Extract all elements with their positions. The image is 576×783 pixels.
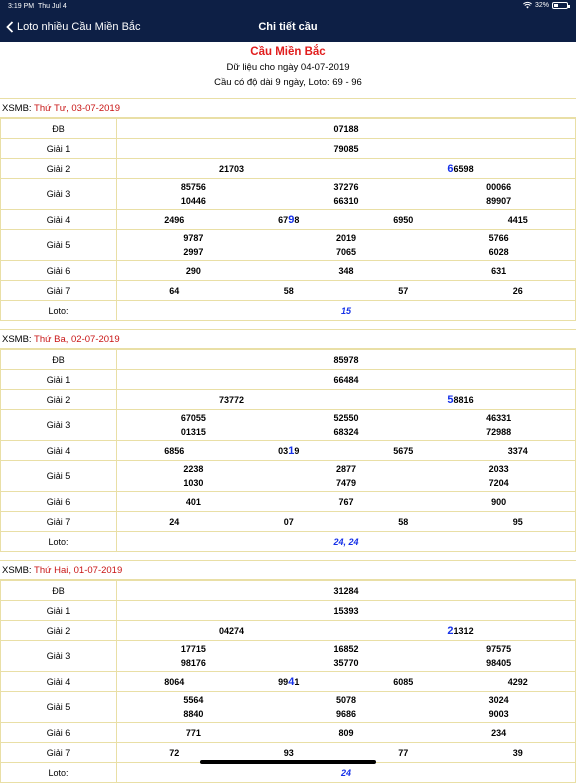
prize-label-g4: Giải 4 — [1, 672, 117, 692]
number-line: 2877 — [335, 464, 357, 474]
g3-cell — [422, 642, 575, 670]
number-segment: 1 — [294, 676, 300, 687]
prize-label-db: ĐB — [1, 581, 117, 601]
day-section — [0, 98, 576, 321]
table-row — [1, 641, 576, 672]
number-line: 67055 — [180, 413, 206, 423]
loto-label: Loto: — [1, 763, 117, 783]
day-section — [0, 329, 576, 552]
table-row — [1, 532, 576, 552]
number-segment: 6856 — [164, 445, 185, 456]
prize-label-g6: Giải 6 — [1, 723, 117, 743]
g4-cell — [117, 676, 232, 688]
g5-cell — [117, 693, 270, 721]
number-line: 6028 — [488, 247, 509, 257]
g5-cell — [422, 462, 575, 490]
g3-cell — [270, 642, 423, 670]
number-line: 72988 — [486, 427, 512, 437]
prize-g7-values — [117, 281, 576, 301]
table-row — [1, 441, 576, 461]
prize-label-g1: Giải 1 — [1, 139, 117, 159]
prize-label-g6: Giải 6 — [1, 492, 117, 512]
number-line: 5564 — [183, 695, 204, 705]
prize-label-g5: Giải 5 — [1, 230, 117, 261]
prize-g3-values — [117, 410, 576, 441]
highlighted-digit: 2 — [447, 624, 454, 637]
prize-label-g3: Giải 3 — [1, 641, 117, 672]
day-name: Thứ Tư, 03-07-2019 — [34, 103, 120, 114]
g3-cell — [270, 180, 423, 208]
results-table — [0, 349, 576, 552]
prize-label-g3: Giải 3 — [1, 179, 117, 210]
prize-label-g2: Giải 2 — [1, 621, 117, 641]
g6-cell: 631 — [491, 265, 507, 276]
g7-cell: 26 — [512, 285, 523, 296]
table-row — [1, 763, 576, 783]
g6-cell: 348 — [338, 265, 354, 276]
prize-label-db: ĐB — [1, 350, 117, 370]
loto-value: 24, 24 — [117, 532, 576, 552]
table-row — [1, 723, 576, 743]
number-line: 2238 — [183, 464, 204, 474]
number-line: 01315 — [180, 427, 206, 437]
number-segment: 8816 — [453, 394, 474, 405]
highlighted-digit: 1 — [288, 444, 295, 457]
g7-cell: 58 — [283, 285, 294, 296]
table-row — [1, 179, 576, 210]
g5-cell — [422, 231, 575, 259]
g6-cell: 771 — [185, 727, 201, 738]
status-bar — [0, 0, 576, 14]
number-line: 89907 — [486, 196, 512, 206]
loto-value: 15 — [117, 301, 576, 321]
summary-header — [0, 42, 576, 90]
prize-db-value: 85978 — [117, 350, 576, 370]
g2-cell — [346, 394, 575, 406]
number-segment: 04274 — [218, 625, 245, 636]
number-line: 7479 — [335, 478, 357, 488]
table-row — [1, 281, 576, 301]
loto-label: Loto: — [1, 532, 117, 552]
battery-icon — [552, 2, 568, 9]
number-segment: 5675 — [393, 445, 414, 456]
prize-db-value: 31284 — [117, 581, 576, 601]
number-segment: 3374 — [507, 445, 528, 456]
day-list — [0, 98, 576, 783]
g3-cell — [117, 411, 270, 439]
number-line: 2033 — [488, 464, 509, 474]
g4-cell — [346, 445, 461, 457]
prize-g1-value: 15393 — [117, 601, 576, 621]
highlighted-digit: 4 — [288, 675, 295, 688]
g7-cell: 77 — [398, 747, 409, 758]
g6-cell: 900 — [491, 496, 507, 507]
prize-g1-value: 79085 — [117, 139, 576, 159]
table-row — [1, 139, 576, 159]
number-line: 7204 — [488, 478, 509, 488]
g4-cell — [232, 214, 347, 226]
table-row — [1, 210, 576, 230]
g7-cell: 72 — [169, 747, 180, 758]
g2-cell — [117, 163, 346, 175]
prize-label-g6: Giải 6 — [1, 261, 117, 281]
number-line: 17715 — [180, 644, 206, 654]
number-line: 2019 — [335, 233, 357, 243]
number-segment: 4415 — [507, 214, 528, 225]
number-line: 16852 — [333, 644, 359, 654]
table-row — [1, 692, 576, 723]
day-header — [0, 98, 576, 118]
g5-cell — [117, 462, 270, 490]
table-row — [1, 410, 576, 441]
wifi-icon — [523, 2, 532, 9]
number-line: 7065 — [335, 247, 357, 257]
prize-g2-values — [117, 159, 576, 179]
number-segment: 6950 — [393, 214, 414, 225]
table-row — [1, 159, 576, 179]
number-line: 98176 — [180, 658, 206, 668]
number-line: 46331 — [486, 413, 512, 423]
nav-bar — [0, 14, 576, 42]
home-indicator[interactable] — [200, 760, 376, 764]
prize-db-value: 07188 — [117, 119, 576, 139]
day-name: Thứ Ba, 02-07-2019 — [34, 334, 120, 345]
g7-cell: 93 — [283, 747, 294, 758]
g3-cell — [422, 411, 575, 439]
g7-cell: 58 — [398, 516, 409, 527]
g6-cell: 290 — [185, 265, 201, 276]
number-line: 9787 — [183, 233, 204, 243]
prize-g3-values — [117, 641, 576, 672]
region-title: Cầu Miền Bắc — [250, 46, 326, 58]
day-section — [0, 560, 576, 783]
g6-cell: 809 — [338, 727, 354, 738]
prize-g5-values — [117, 230, 576, 261]
number-line: 9686 — [335, 709, 357, 719]
g5-cell — [270, 693, 423, 721]
g6-cell: 767 — [338, 496, 354, 507]
number-line: 97575 — [486, 644, 512, 654]
chevron-left-icon — [6, 21, 14, 33]
number-segment: 6598 — [453, 163, 474, 174]
g7-cell: 57 — [398, 285, 409, 296]
g6-cell: 401 — [185, 496, 201, 507]
day-prefix: XSMB: — [2, 565, 35, 576]
prize-g6-values — [117, 261, 576, 281]
number-line: 00066 — [486, 182, 512, 192]
back-label: Loto nhiều Cầu Miền Bắc — [17, 21, 141, 33]
page-title: Chi tiết cầu — [258, 21, 318, 33]
prize-label-g5: Giải 5 — [1, 461, 117, 492]
prize-g3-values — [117, 179, 576, 210]
g2-cell — [117, 625, 346, 637]
day-prefix: XSMB: — [2, 103, 35, 114]
prize-g4-values — [117, 441, 576, 461]
table-row — [1, 672, 576, 692]
g4-cell — [461, 445, 576, 457]
number-segment: 8064 — [164, 676, 185, 687]
battery-percent: 32% — [534, 2, 549, 9]
g3-cell — [422, 180, 575, 208]
g5-cell — [117, 231, 270, 259]
number-segment: 73772 — [218, 394, 245, 405]
table-row — [1, 581, 576, 601]
g4-cell — [461, 214, 576, 226]
number-segment: 4292 — [507, 676, 528, 687]
g4-cell — [346, 676, 461, 688]
table-row — [1, 492, 576, 512]
prize-g5-values — [117, 461, 576, 492]
table-row — [1, 621, 576, 641]
number-line: 52550 — [333, 413, 359, 423]
back-button[interactable] — [6, 21, 141, 33]
number-line: 37276 — [333, 182, 359, 192]
prize-label-g2: Giải 2 — [1, 390, 117, 410]
prize-label-db: ĐB — [1, 119, 117, 139]
g5-cell — [270, 462, 423, 490]
prize-label-g7: Giải 7 — [1, 743, 117, 763]
prize-g6-values — [117, 492, 576, 512]
g2-cell — [346, 163, 575, 175]
g6-cell: 234 — [491, 727, 507, 738]
day-name: Thứ Hai, 01-07-2019 — [34, 565, 123, 576]
loto-value: 24 — [117, 763, 576, 783]
table-row — [1, 461, 576, 492]
prize-label-g3: Giải 3 — [1, 410, 117, 441]
status-right — [523, 2, 568, 9]
number-line: 2997 — [183, 247, 204, 257]
g4-cell — [117, 445, 232, 457]
table-row — [1, 261, 576, 281]
table-row — [1, 350, 576, 370]
g4-cell — [232, 676, 347, 688]
content — [0, 42, 576, 783]
number-segment: 6085 — [393, 676, 414, 687]
g3-cell — [117, 180, 270, 208]
number-line: 1030 — [183, 478, 204, 488]
bridge-info-line: Cầu có độ dài 9 ngày, Loto: 69 - 96 — [214, 77, 362, 88]
g7-cell: 24 — [169, 516, 180, 527]
number-line: 9003 — [488, 709, 509, 719]
number-line: 98405 — [486, 658, 512, 668]
g4-cell — [346, 214, 461, 226]
table-row — [1, 230, 576, 261]
g7-cell: 64 — [169, 285, 180, 296]
g7-cell: 39 — [512, 747, 523, 758]
data-date-line: Dữ liệu cho ngày 04-07-2019 — [226, 62, 350, 73]
prize-g7-values — [117, 512, 576, 532]
table-row — [1, 512, 576, 532]
prize-g4-values — [117, 672, 576, 692]
loto-label: Loto: — [1, 301, 117, 321]
g3-cell — [270, 411, 423, 439]
table-row — [1, 119, 576, 139]
prize-label-g7: Giải 7 — [1, 512, 117, 532]
prize-g2-values — [117, 390, 576, 410]
g2-cell — [346, 625, 575, 637]
results-table — [0, 118, 576, 321]
number-line: 66310 — [333, 196, 359, 206]
table-row — [1, 301, 576, 321]
number-segment: 21703 — [218, 163, 245, 174]
number-line: 10446 — [180, 196, 206, 206]
prize-label-g2: Giải 2 — [1, 159, 117, 179]
prize-label-g5: Giải 5 — [1, 692, 117, 723]
day-header — [0, 560, 576, 580]
number-line: 3024 — [488, 695, 509, 705]
prize-label-g4: Giải 4 — [1, 441, 117, 461]
g3-cell — [117, 642, 270, 670]
number-line: 68324 — [333, 427, 359, 437]
status-time: 3:19 PM — [8, 3, 35, 10]
g5-cell — [270, 231, 423, 259]
prize-g4-values — [117, 210, 576, 230]
g4-cell — [117, 214, 232, 226]
number-line: 5078 — [335, 695, 357, 705]
number-segment: 99 — [278, 676, 289, 687]
day-prefix: XSMB: — [2, 334, 35, 345]
g2-cell — [117, 394, 346, 406]
number-segment: 8 — [294, 214, 300, 225]
day-header — [0, 329, 576, 349]
prize-label-g1: Giải 1 — [1, 370, 117, 390]
number-line: 5766 — [488, 233, 509, 243]
g5-cell — [422, 693, 575, 721]
prize-g1-value: 66484 — [117, 370, 576, 390]
prize-label-g1: Giải 1 — [1, 601, 117, 621]
number-line: 35770 — [333, 658, 359, 668]
prize-label-g7: Giải 7 — [1, 281, 117, 301]
g7-cell: 07 — [283, 516, 294, 527]
number-segment: 03 — [278, 445, 289, 456]
results-table — [0, 580, 576, 783]
highlighted-digit: 9 — [288, 213, 295, 226]
number-line: 8840 — [183, 709, 204, 719]
g7-cell: 95 — [512, 516, 523, 527]
prize-label-g4: Giải 4 — [1, 210, 117, 230]
table-row — [1, 601, 576, 621]
number-segment: 2496 — [164, 214, 185, 225]
prize-g5-values — [117, 692, 576, 723]
table-row — [1, 390, 576, 410]
number-segment: 1312 — [453, 625, 474, 636]
number-segment: 9 — [294, 445, 300, 456]
highlighted-digit: 6 — [447, 162, 454, 175]
g4-cell — [232, 445, 347, 457]
g4-cell — [461, 676, 576, 688]
prize-g6-values — [117, 723, 576, 743]
number-segment: 67 — [278, 214, 289, 225]
number-line: 85756 — [180, 182, 206, 192]
table-row — [1, 370, 576, 390]
prize-g2-values — [117, 621, 576, 641]
status-date: Thu Jul 4 — [38, 3, 67, 10]
highlighted-digit: 5 — [447, 393, 454, 406]
